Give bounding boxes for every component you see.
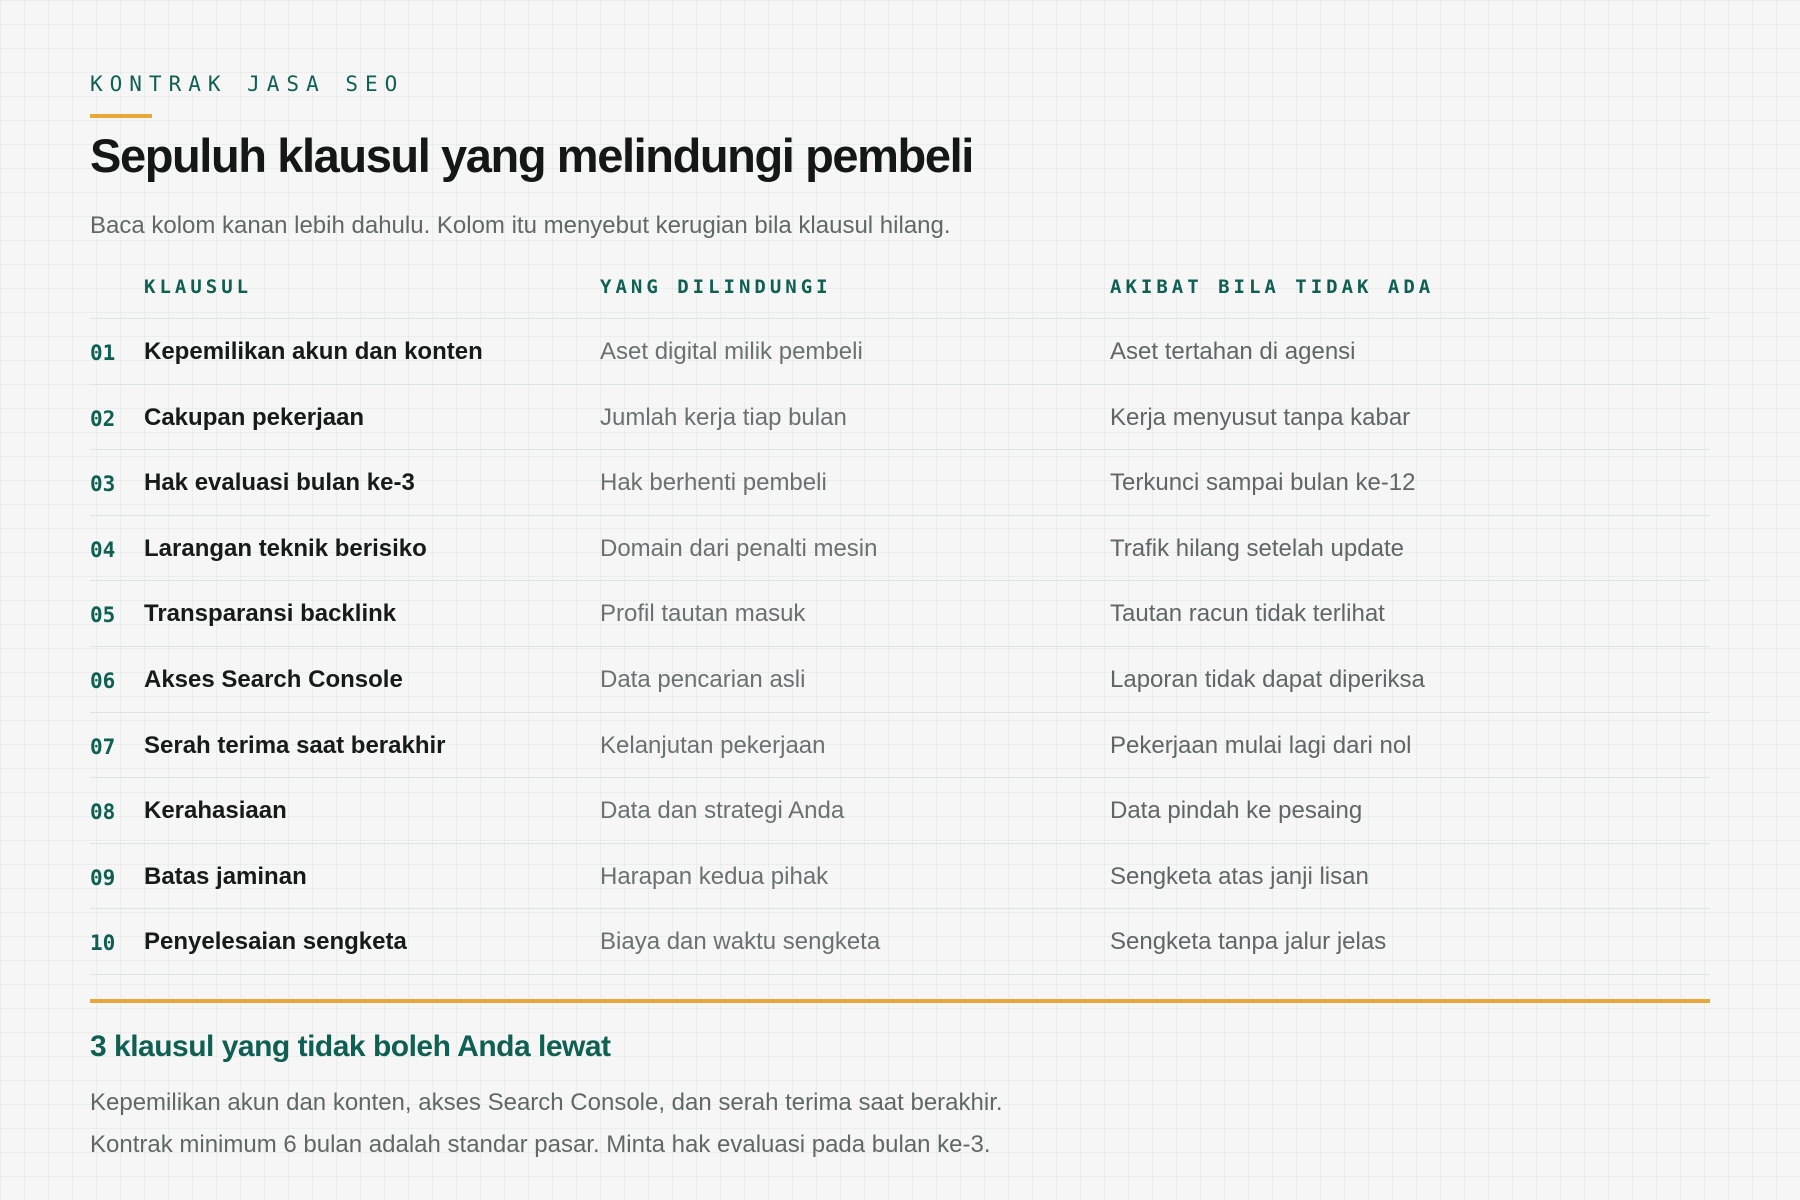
table-row xyxy=(90,909,1710,975)
clause-name: Kepemilikan akun dan konten xyxy=(144,338,483,365)
protects-cell: Data pencarian asli xyxy=(600,665,806,693)
row-number: 10 xyxy=(90,931,116,956)
table-row xyxy=(90,844,1710,910)
clause-name: Batas jaminan xyxy=(144,862,307,890)
eyebrow-label: KONTRAK JASA SEO xyxy=(90,72,405,96)
protects-cell: Aset digital milik pembeli xyxy=(600,338,863,365)
row-number: 08 xyxy=(90,800,116,825)
clause-name: Kerahasiaan xyxy=(144,797,287,825)
clause-name: Akses Search Console xyxy=(144,665,403,693)
table-row xyxy=(90,647,1710,713)
row-number: 09 xyxy=(90,865,116,890)
protects-cell: Data dan strategi Anda xyxy=(600,797,845,825)
row-number: 04 xyxy=(90,537,116,562)
column-header-protects: YANG DILINDUNGI xyxy=(600,276,832,298)
clause-name: Hak evaluasi bulan ke-3 xyxy=(144,469,415,497)
page-subtitle: Baca kolom kanan lebih dahulu. Kolom itu menyebut kerugian bila klausul hilang. xyxy=(90,212,951,239)
callout-text: Kontrak minimum 6 bulan adalah standar pasar. Minta hak evaluasi pada bulan ke-3. xyxy=(90,1131,991,1158)
table-row xyxy=(90,581,1710,647)
column-header-consequence: AKIBAT BILA TIDAK ADA xyxy=(1110,276,1435,298)
clause-name: Transparansi backlink xyxy=(144,600,397,628)
consequence-cell: Trafik hilang setelah update xyxy=(1110,534,1404,562)
table-row xyxy=(90,385,1710,451)
row-number: 05 xyxy=(90,603,116,628)
table-row xyxy=(90,778,1710,844)
protects-cell: Jumlah kerja tiap bulan xyxy=(600,403,847,431)
page-title: Sepuluh klausul yang melindungi pembeli xyxy=(90,129,973,182)
protects-cell: Kelanjutan pekerjaan xyxy=(600,731,826,759)
protects-cell: Profil tautan masuk xyxy=(600,600,806,628)
clause-name: Serah terima saat berakhir xyxy=(144,731,446,759)
consequence-cell: Sengketa atas janji lisan xyxy=(1110,862,1369,890)
table-row xyxy=(90,713,1710,779)
consequence-cell: Laporan tidak dapat diperiksa xyxy=(1110,665,1425,693)
callout-title: 3 klausul yang tidak boleh Anda lewat xyxy=(90,1030,611,1063)
row-number: 02 xyxy=(90,406,116,431)
clause-name: Penyelesaian sengketa xyxy=(144,928,407,956)
row-number: 06 xyxy=(90,668,116,693)
row-number: 03 xyxy=(90,472,116,497)
protects-cell: Biaya dan waktu sengketa xyxy=(600,928,881,956)
consequence-cell: Terkunci sampai bulan ke-12 xyxy=(1110,469,1416,497)
table-row xyxy=(90,516,1710,582)
table-row xyxy=(90,319,1710,385)
clause-name: Cakupan pekerjaan xyxy=(144,403,365,431)
callout-text: Kepemilikan akun dan konten, akses Search Console, dan serah terima saat berakhir. xyxy=(90,1089,1003,1116)
clause-table xyxy=(90,266,1710,975)
consequence-cell: Pekerjaan mulai lagi dari nol xyxy=(1110,731,1412,759)
table-header xyxy=(90,266,1710,319)
section-divider xyxy=(90,999,1710,1003)
protects-cell: Hak berhenti pembeli xyxy=(600,469,827,497)
clause-name: Larangan teknik berisiko xyxy=(144,534,427,562)
consequence-cell: Aset tertahan di agensi xyxy=(1110,338,1356,365)
table-row xyxy=(90,450,1710,516)
accent-rule xyxy=(90,114,152,118)
column-header-clause: KLAUSUL xyxy=(144,276,253,298)
row-number: 07 xyxy=(90,734,116,759)
protects-cell: Domain dari penalti mesin xyxy=(600,534,878,562)
consequence-cell: Sengketa tanpa jalur jelas xyxy=(1110,928,1387,956)
consequence-cell: Kerja menyusut tanpa kabar xyxy=(1110,403,1411,431)
consequence-cell: Tautan racun tidak terlihat xyxy=(1110,600,1385,628)
protects-cell: Harapan kedua pihak xyxy=(600,862,829,890)
row-number: 01 xyxy=(90,341,116,365)
consequence-cell: Data pindah ke pesaing xyxy=(1110,797,1363,825)
